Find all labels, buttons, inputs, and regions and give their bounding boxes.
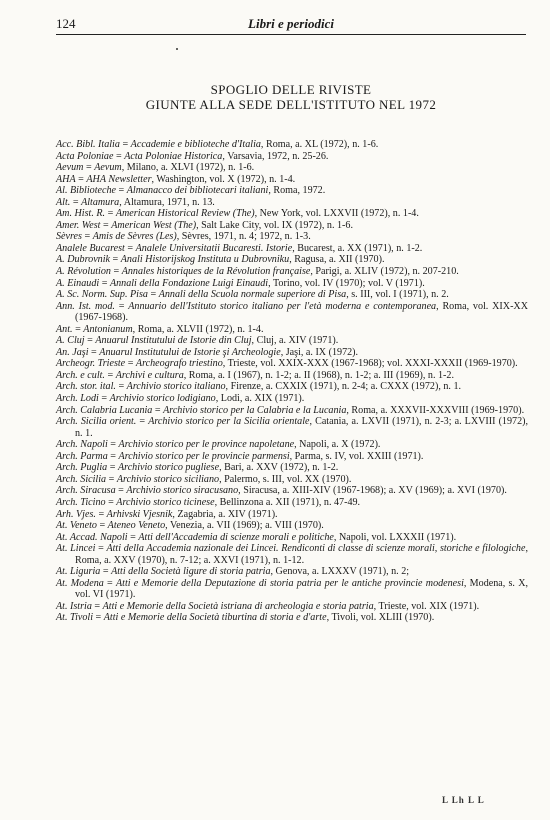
entry-abbreviation: Arch. stor. ital. — [56, 381, 116, 393]
entry-title: Antonianum — [83, 323, 133, 335]
entry-title: Anuarul Institutului de Istorie din Cluj — [95, 335, 252, 347]
entry-details: Roma, a. XL (1972), n. 1-6. — [265, 139, 379, 150]
list-item: At. Accad. Napoli = Atti dell'Accademia di scienze morali e politiche, Napoli, vol. LXXXII (1971). — [56, 531, 457, 543]
entry-abbreviation: Arch. Ticino — [56, 496, 106, 508]
entry-title: Archivio storico siracusano — [126, 485, 239, 497]
list-item: Arch. Sicilia orient. = Archivio storico per la Sicilia orientale, Catania, a. LXVII (1971), n. 2-3; a. LXVIII (1972), n. 1. — [56, 416, 529, 439]
entry-title: Acta Poloniae Historica — [124, 150, 223, 162]
entry-abbreviation: Arch. Puglia — [56, 462, 108, 474]
entry-title: Archivio storico ticinese — [116, 496, 215, 508]
entry-abbreviation: A. Cluj — [56, 335, 85, 347]
entry-abbreviation: Arch. Lodi — [56, 393, 99, 405]
entry-details: Roma, a. I (1967), n. 1-2; a. II (1968), n. 1-2; a. III (1969), n. 1-2. — [188, 369, 454, 381]
list-item: At. Modena = Atti e Memorie della Deputazione di storia patria per le antiche provincie modenesi, Modena, s. X, vol. VI (1971). — [56, 577, 529, 601]
entry-abbreviation: A. Révolution — [56, 266, 111, 278]
footer-mark: L Lh L L — [442, 795, 485, 805]
entry-details: Bari, a. XXV (1972), n. 1-2. — [224, 462, 339, 474]
list-item: Analele Bucarest = Analele Universitatii Bucaresti. Istorie, Bucarest, a. XX (1971), n. 1-2. — [56, 242, 423, 254]
entry-abbreviation: Arch. Calabria Lucania — [56, 404, 153, 416]
entry-title: American West (The) — [111, 219, 197, 231]
entry-abbreviation: At. Lincei — [56, 543, 96, 555]
entry-abbreviation: Acc. Bibl. Italia — [56, 139, 120, 150]
list-item: Archeogr. Trieste = Archeografo triestino, Trieste, vol. XXIX-XXX (1967-1968); vol. XXXI-XXXII (1969-1970). — [56, 358, 518, 370]
entry-title: Archivio storico siciliano — [116, 473, 220, 485]
entry-abbreviation: Alt. — [56, 196, 71, 208]
entry-abbreviation: Acta Poloniae — [56, 150, 114, 162]
entry-abbreviation: Arch. Sicilia — [56, 473, 107, 485]
list-item: Arch. Siracusa = Archivio storico siracusano, Siracusa, a. XIII-XIV (1967-1968); a. XV (1969); a. XVI (1970). — [56, 485, 507, 497]
entry-details: Bucarest, a. XX (1971), n. 1-2. — [297, 242, 423, 254]
entry-details: Siracusa, a. XIII-XIV (1967-1968); a. XV (1969); a. XVI (1970). — [243, 485, 507, 497]
entry-details: Washington, vol. X (1972), n. 1-4. — [156, 173, 296, 185]
list-item: At. Veneto = Ateneo Veneto, Venezia, a. VII (1969); a. VIII (1970). — [56, 520, 324, 532]
entry-details: Palermo, s. III, vol. XX (1970). — [224, 473, 352, 485]
entry-abbreviation: Sèvres — [56, 231, 82, 243]
entry-details: Jaşi, a. IX (1972). — [285, 346, 359, 358]
entry-details: Milano, a. XLVI (1972), n. 1-6. — [126, 162, 255, 174]
list-item: Arch. Puglia = Archivio storico pugliese, Bari, a. XXV (1972), n. 1-2. — [56, 462, 339, 474]
list-item: Acc. Bibl. Italia = Accademie e biblioteche d'Italia, Roma, a. XL (1972), n. 1-6. — [56, 139, 379, 150]
running-title: Libri e periodici — [248, 16, 334, 31]
list-item: At. Lincei = Atti della Accademia nazionale dei Lincei. Rendiconti di classe di scienze morali, storiche e filologiche, Roma, a. XXV (1970), n. 7-12; a. XXVI (1971), n. 1-12. — [56, 543, 528, 566]
entry-details: Altamura, 1971, n. 13. — [123, 196, 215, 208]
list-item: Arch. Sicilia = Archivio storico siciliano, Palermo, s. III, vol. XX (1970). — [56, 473, 352, 485]
list-item: A. Cluj = Anuarul Institutului de Istorie din Cluj, Cluj, a. XIV (1971). — [56, 335, 339, 347]
entry-title: Altamura — [81, 196, 120, 208]
entry-details: Lodi, a. XIX (1971). — [220, 393, 305, 405]
entry-title: Archivio storico per le province napoletane — [118, 439, 295, 451]
entry-abbreviation: Arch. Parma — [56, 450, 108, 462]
list-item: Ant. = Antonianum, Roma, a. XLVII (1972), n. 1-4. — [56, 323, 264, 335]
entry-abbreviation: Ann. Ist. mod. — [56, 300, 115, 312]
entry-abbreviation: At. Tivoli — [56, 612, 94, 624]
entry-abbreviation: Arch. e cult. — [56, 369, 105, 381]
entry-title: Anuarul Institutului de Istorie şi Archeologie — [99, 346, 281, 358]
list-item: Arch. Lodi = Archivio storico lodigiano, Lodi, a. XIX (1971). — [56, 393, 305, 405]
entry-details: Firenze, a. CXXIX (1971), n. 2-4; a. CXXX (1972), n. 1. — [230, 381, 462, 393]
periodical-list — [56, 139, 528, 624]
entry-details: Cluj, a. XIV (1971). — [256, 335, 339, 347]
entry-title: Atti e Memorie della Deputazione di storia patria per le antiche provincie modenesi — [115, 577, 464, 589]
entry-title: Arhivski Vjesnik — [106, 508, 173, 520]
entry-abbreviation: At. Modena — [56, 577, 104, 589]
entry-details: Ragusa, a. XII (1970). — [294, 254, 385, 266]
entry-details: Zagabria, a. XIV (1971). — [177, 508, 278, 520]
entry-abbreviation: Amer. West — [56, 219, 101, 231]
entry-abbreviation: Aevum — [56, 162, 84, 174]
entry-title: Atti e Memorie della Società istriana di archeologia e storia patria — [102, 600, 374, 612]
entry-title: Annuario dell'Istituto storico italiano per l'età moderna e contemporanea — [128, 300, 437, 312]
list-item: Ann. Ist. mod. = Annuario dell'Istituto storico italiano per l'età moderna e contemporanea, Roma, vol. XIX-XX (1967-1968). — [56, 300, 529, 324]
entry-details: Napoli, a. X (1972). — [299, 439, 381, 451]
list-item: At. Liguria = Atti della Società ligure di storia patria, Genova, a. LXXXV (1971), n. 2; — [56, 566, 410, 578]
entry-abbreviation: Analele Bucarest — [56, 242, 125, 254]
entry-title: Atti e Memorie della Società tiburtina di storia e d'arte — [103, 612, 327, 624]
entry-abbreviation: At. Liguria — [56, 566, 101, 578]
entry-abbreviation: At. Veneto — [56, 520, 97, 532]
entry-title: Aevum — [94, 162, 122, 174]
entry-title: Archivi e cultura — [115, 369, 184, 381]
entry-abbreviation: Archeogr. Trieste — [56, 358, 126, 370]
list-item: Al. Biblioteche = Almanacco dei bibliotecari italiani, Roma, 1972. — [56, 185, 326, 197]
entry-details: New York, vol. LXXVII (1972), n. 1-4. — [259, 208, 419, 220]
entry-title: Analele Universitatii Bucaresti. Istorie — [135, 242, 293, 254]
entry-details: Trieste, vol. XIX (1971). — [378, 600, 480, 612]
entry-details: Trieste, vol. XXIX-XXX (1967-1968); vol. XXXI-XXXII (1969-1970). — [227, 358, 518, 370]
entry-abbreviation: Arch. Siracusa — [56, 485, 116, 497]
list-item: Am. Hist. R. = American Historical Review (The), New York, vol. LXXVII (1972), n. 1-4. — [56, 208, 419, 220]
list-item: At. Istria = Atti e Memorie della Società istriana di archeologia e storia patria, Trieste, vol. XIX (1971). — [56, 600, 480, 612]
entry-details: Roma, a. XXV (1970), n. 7-12; a. XXVI (1971), n. 1-12. — [75, 554, 305, 566]
list-item: A. Dubrovnik = Anali Historijskog Instituta u Dubrovniku, Ragusa, a. XII (1970). — [56, 254, 385, 266]
entry-title: Archivio storico per la Sicilia orientale — [148, 416, 310, 428]
entry-abbreviation: Arh. Vjes. — [56, 508, 96, 520]
entry-details: Sèvres, 1971, n. 4; 1972, n. 1-3. — [181, 231, 311, 243]
entry-abbreviation: Ant. — [56, 323, 73, 335]
entry-title: Archivio storico per le provincie parmensi — [118, 450, 290, 462]
entry-title: Anali Historijskog Instituta u Dubrovniku — [120, 254, 290, 266]
page-header — [56, 16, 526, 35]
list-item: Arch. Ticino = Archivio storico ticinese, Bellinzona a. XII (1971), n. 47-49. — [56, 496, 361, 508]
entry-abbreviation: A. Einaudi — [56, 277, 100, 289]
list-item: Amer. West = American West (The), Salt Lake City, vol. IX (1972), n. 1-6. — [56, 219, 353, 231]
entry-abbreviation: A. Dubrovnik — [56, 254, 111, 266]
list-item: A. Sc. Norm. Sup. Pisa = Annali della Scuola normale superiore di Pisa, s. III, vol. I (1971), n. 2. — [56, 289, 449, 301]
list-item: Aevum = Aevum, Milano, a. XLVI (1972), n. 1-6. — [56, 162, 255, 174]
list-item: Arh. Vjes. = Arhivski Vjesnik, Zagabria, a. XIV (1971). — [56, 508, 278, 520]
section-title: SPOGLIO DELLE RIVISTE — [210, 82, 372, 97]
section-subtitle: GIUNTE ALLA SEDE DELL'ISTITUTO NEL 1972 — [145, 97, 437, 112]
list-item: Arch. Napoli = Archivio storico per le province napoletane, Napoli, a. X (1972). — [56, 439, 381, 451]
entry-title: Archeografo triestino — [135, 358, 223, 370]
entry-details: Catania, a. LXVII (1971), n. 2-3; a. LXVIII (1972), n. 1. — [75, 416, 529, 439]
list-item: Arch. Parma = Archivio storico per le provincie parmensi, Parma, s. IV, vol. XXIII (1971). — [56, 450, 424, 462]
entry-details: Napoli, vol. LXXXII (1971). — [338, 531, 457, 543]
entry-title: Atti della Società ligure di storia patria — [111, 566, 271, 578]
list-item: A. Einaudi = Annali della Fondazione Luigi Einaudi, Torino, vol. IV (1970); vol. V (1971). — [56, 277, 425, 289]
entry-title: Archivio storico lodigiano — [109, 393, 216, 405]
entry-title: Atti dell'Accademia di scienze morali e politiche — [138, 531, 334, 543]
entry-details: Modena, s. X, vol. VI (1971). — [75, 577, 529, 601]
entry-abbreviation: Am. Hist. R. — [56, 208, 106, 220]
entry-abbreviation: At. Istria — [56, 600, 92, 612]
list-item: Sèvres = Amis de Sèvres (Les), Sèvres, 1971, n. 4; 1972, n. 1-3. — [56, 231, 311, 243]
entry-details: Varsavia, 1972, n. 25-26. — [227, 150, 329, 162]
entry-title: Archivio storico per la Calabria e la Lucania — [163, 404, 347, 416]
entry-title: Archivio storico italiano — [126, 381, 226, 393]
entry-details: s. III, vol. I (1971), n. 2. — [351, 289, 449, 301]
list-item: An. Jaşi = Anuarul Institutului de Istorie şi Archeologie, Jaşi, a. IX (1972). — [56, 346, 359, 358]
entry-details: Parma, s. IV, vol. XXIII (1971). — [294, 450, 424, 462]
entry-title: Ateneo Veneto — [107, 520, 166, 532]
list-item: Acta Poloniae = Acta Poloniae Historica, Varsavia, 1972, n. 25-26. — [56, 150, 329, 162]
entry-abbreviation: Arch. Napoli — [56, 439, 108, 451]
entry-details: Roma, a. XXXVII-XXXVIII (1969-1970). — [351, 404, 525, 416]
entry-title: Annales historiques de la Révolution française — [121, 266, 311, 278]
entry-details: Roma, vol. XIX-XX (1967-1968). — [75, 300, 529, 324]
list-item: Arch. Calabria Lucania = Archivio storico per la Calabria e la Lucania, Roma, a. XXXVII-XXXVIII (1969-1970). — [56, 404, 525, 416]
entry-details: Venezia, a. VII (1969); a. VIII (1970). — [170, 520, 324, 532]
entry-abbreviation: An. Jaşi — [56, 346, 89, 358]
entry-title: Archivio storico pugliese — [117, 462, 220, 474]
entry-title: Almanacco dei bibliotecari italiani — [126, 185, 269, 197]
page-number: 124 — [56, 16, 76, 31]
entry-title: Amis de Sèvres (Les) — [92, 231, 177, 243]
entry-details: Roma, a. XLVII (1972), n. 1-4. — [137, 323, 264, 335]
print-speck — [176, 48, 178, 50]
list-item: AHA = AHA Newsletter, Washington, vol. X (1972), n. 1-4. — [56, 173, 296, 185]
entry-abbreviation: Arch. Sicilia orient. — [56, 416, 137, 428]
entry-abbreviation: A. Sc. Norm. Sup. Pisa — [56, 289, 148, 301]
list-item: Alt. = Altamura, Altamura, 1971, n. 13. — [56, 196, 215, 208]
entry-abbreviation: AHA — [56, 173, 76, 185]
list-item: Arch. e cult. = Archivi e cultura, Roma, a. I (1967), n. 1-2; a. II (1968), n. 1-2; a. III (1969), n. 1-2. — [56, 369, 454, 381]
entry-title: American Historical Review (The) — [115, 208, 255, 220]
entry-details: Parigi, a. XLIV (1972), n. 207-210. — [315, 266, 459, 278]
entry-title: Atti della Accademia nazionale dei Lincei. Rendiconti di classe di scienze morali, storiche e filologiche — [106, 543, 526, 555]
list-item: Arch. stor. ital. = Archivio storico italiano, Firenze, a. CXXIX (1971), n. 2-4; a. CXXX (1972), n. 1. — [56, 381, 462, 393]
list-item: A. Révolution = Annales historiques de la Révolution française, Parigi, a. XLIV (1972), n. 207-210. — [56, 266, 459, 278]
entry-details: Bellinzona a. XII (1971), n. 47-49. — [219, 496, 361, 508]
entry-details: Genova, a. LXXXV (1971), n. 2; — [275, 566, 410, 578]
entry-details: Roma, 1972. — [273, 185, 326, 197]
entry-details: Tivoli, vol. XLIII (1970). — [331, 612, 435, 624]
entry-title: Annali della Scuola normale superiore di Pisa — [158, 289, 347, 301]
list-item: At. Tivoli = Atti e Memorie della Società tiburtina di storia e d'arte, Tivoli, vol. XLIII (1970). — [56, 612, 435, 624]
entry-title: Accademie e biblioteche d'Italia — [130, 139, 261, 150]
entry-abbreviation: At. Accad. Napoli — [56, 531, 128, 543]
entry-details: Salt Lake City, vol. IX (1972), n. 1-6. — [201, 219, 353, 231]
entry-title: AHA Newsletter — [86, 173, 152, 185]
entry-title: Annali della Fondazione Luigi Einaudi — [109, 277, 269, 289]
entry-details: Torino, vol. IV (1970); vol. V (1971). — [272, 277, 425, 289]
entry-abbreviation: Al. Biblioteche — [56, 185, 116, 197]
